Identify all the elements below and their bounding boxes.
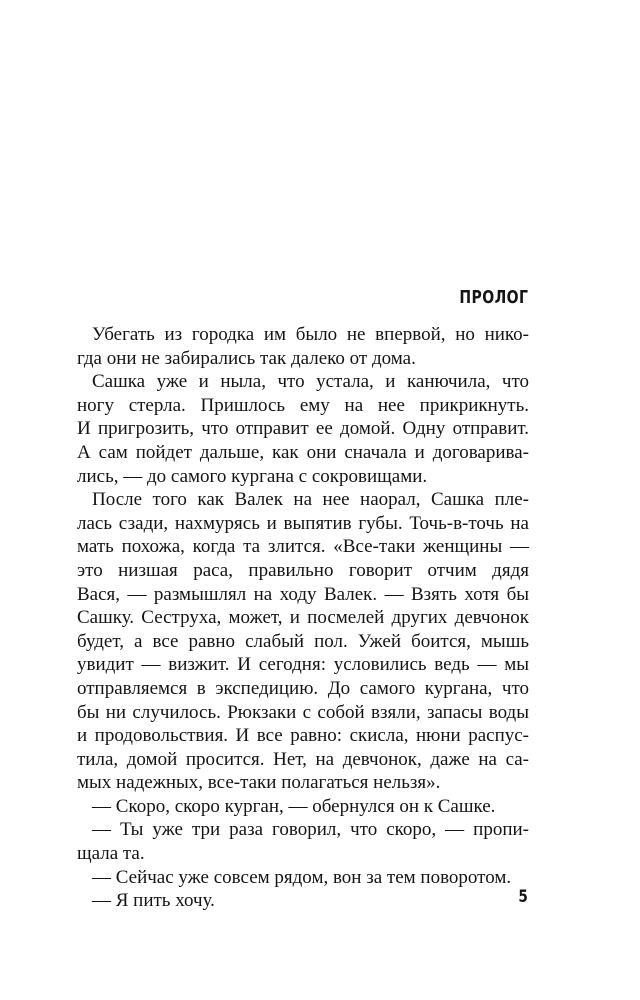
text-line: — Я пить хочу. bbox=[92, 890, 215, 912]
text-line: После того как Валек на нее наорал, Сашка пле- bbox=[92, 489, 529, 511]
text-line: — Скоро, скоро курган, — обернулся он к Сашке. bbox=[92, 795, 496, 817]
text-line: Вася, — размышлял на ходу Валек. — Взять хотя бы bbox=[77, 583, 529, 605]
chapter-heading: ПРОЛОГ bbox=[459, 287, 528, 308]
text-line: Убегать из городка им было не впервой, но нико- bbox=[92, 324, 529, 345]
text-line: бы ни случилось. Рюкзаки с собой взяли, запасы воды bbox=[77, 701, 529, 723]
text-line: ногу стерла. Пришлось ему на нее прикрикнуть. bbox=[77, 394, 529, 416]
text-line: отправляемся в экспедицию. До самого кургана, что bbox=[77, 677, 529, 699]
text-line: Сашку. Сеструха, может, и посмелей других девчонок bbox=[77, 607, 529, 629]
page-number: 5 bbox=[518, 887, 528, 907]
text-line: мать похожа, когда та злится. «Все-таки женщины — bbox=[77, 536, 529, 558]
text-line: гда они не забирались так далеко от дома. bbox=[77, 347, 416, 369]
text-line: увидит — визжит. И сегодня: условились ведь — мы bbox=[77, 654, 529, 676]
text-line: тила, домой просится. Нет, на девчонок, даже на са- bbox=[77, 748, 529, 770]
text-line: лись, — до самого кургана с сокровищами. bbox=[77, 465, 428, 487]
text-line: щала та. bbox=[77, 843, 145, 865]
text-line: это низшая раса, правильно говорит отчим дядя bbox=[77, 559, 529, 581]
text-line: — Ты уже три раза говорил, что скоро, — пропи- bbox=[92, 819, 529, 841]
text-line: будет, а все равно слабый пол. Ужей боится, мышь bbox=[77, 630, 529, 652]
body-text bbox=[77, 323, 529, 913]
text-line: — Сейчас уже совсем рядом, вон за тем поворотом. bbox=[92, 866, 512, 888]
text-line: И пригрозить, что отправит ее домой. Одну отправит. bbox=[77, 418, 529, 440]
text-line: и продовольствия. И все равно: скисла, нюни распус- bbox=[77, 725, 529, 747]
text-line: А сам пойдет дальше, как они сначала и договарива- bbox=[77, 441, 529, 463]
text-line: лась сзади, нахмурясь и выпятив губы. Точь-в-точь на bbox=[77, 512, 529, 534]
text-line: мых надежных, все-таки полагаться нельзя». bbox=[77, 772, 441, 794]
text-line: Сашка уже и ныла, что устала, и канючила, что bbox=[92, 371, 529, 393]
